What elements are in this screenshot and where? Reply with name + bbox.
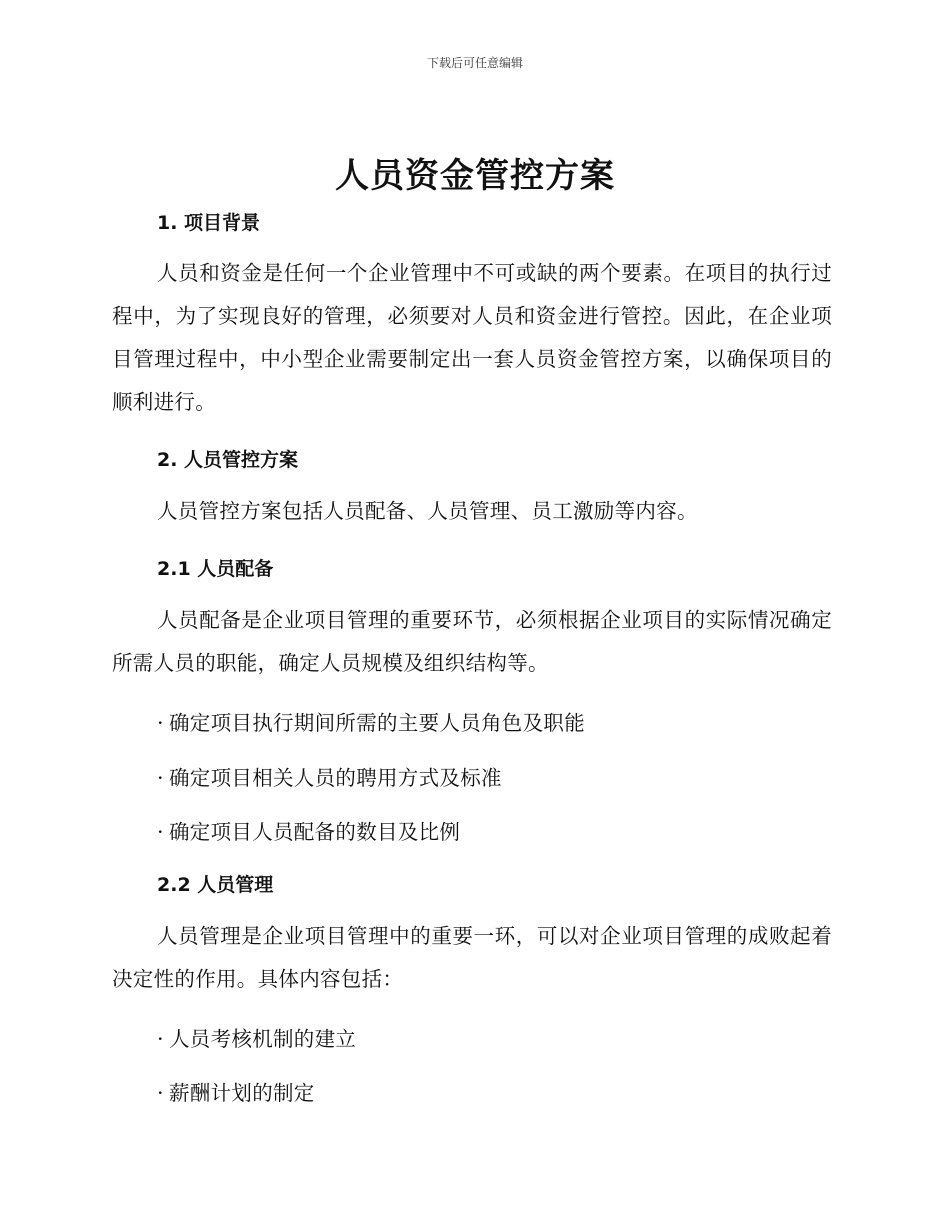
- section-heading-2-2: 2.2 人员管理: [157, 874, 274, 896]
- header-note: 下载后可任意编辑: [426, 56, 523, 70]
- bullet-item: [157, 1022, 356, 1052]
- section-paragraph-2: 人员管控方案包括人员配备、人员管理、员工激励等内容。: [157, 499, 698, 523]
- bullet-item: [157, 761, 502, 791]
- document-title: 人员资金管控方案: [335, 156, 615, 196]
- bullet-text: 人员考核机制的建立: [169, 1027, 357, 1051]
- bullet-dot: ·: [157, 766, 164, 790]
- section-paragraph-2-1: 人员配备是企业项目管理的重要环节，必须根据企业项目的实际情况确定所需人员的职能，确定人员规模及组织结构等。: [112, 608, 832, 675]
- section-paragraph-2-2: 人员管理是企业项目管理中的重要一环，可以对企业项目管理的成败起着决定性的作用。具体内容包括：: [112, 924, 832, 991]
- section-heading-2-1: 2.1 人员配备: [157, 558, 274, 580]
- bullet-text: 确定项目相关人员的聘用方式及标准: [169, 766, 502, 790]
- bullet-text: 薪酬计划的制定: [169, 1081, 315, 1105]
- bullet-text: 确定项目人员配备的数目及比例: [169, 820, 461, 844]
- bullet-text: 确定项目执行期间所需的主要人员角色及职能: [169, 711, 585, 735]
- bullet-dot: ·: [157, 1081, 164, 1105]
- bullet-dot: ·: [157, 820, 164, 844]
- bullet-item: [157, 815, 460, 845]
- bullet-item: [157, 1076, 315, 1106]
- section-heading-2: 2. 人员管控方案: [157, 449, 299, 471]
- section-paragraph-1: 人员和资金是任何一个企业管理中不可或缺的两个要素。在项目的执行过程中，为了实现良好的管理，必须要对人员和资金进行管控。因此，在企业项目管理过程中，中小型企业需要制定出一套人员资金管控方案，以确保项目的顺利进行。: [112, 261, 832, 414]
- bullet-item: [157, 706, 585, 736]
- bullet-dot: ·: [157, 1027, 164, 1051]
- section-heading-1: 1. 项目背景: [157, 212, 261, 234]
- bullet-dot: ·: [157, 711, 164, 735]
